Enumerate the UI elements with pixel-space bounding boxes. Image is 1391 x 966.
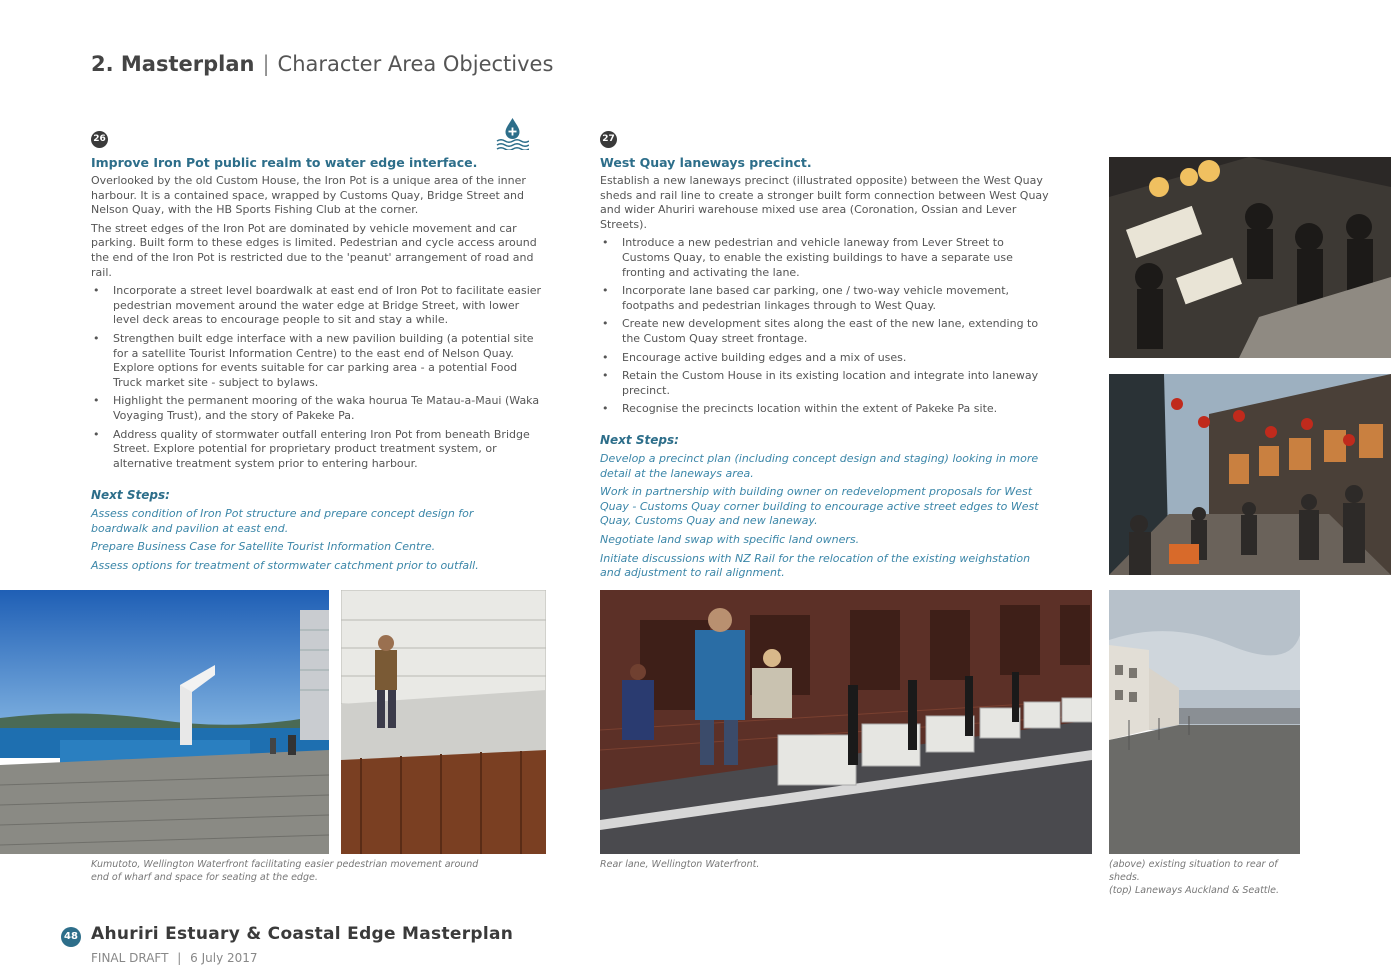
right-next-steps-title: Next Steps:	[600, 433, 679, 447]
caption-side-laneways: (top) Laneways Auckland & Seattle.	[1109, 885, 1280, 896]
left-bullet-list	[91, 284, 546, 471]
right-body	[600, 174, 1055, 421]
page-heading	[91, 52, 553, 76]
right-next-steps	[600, 452, 1050, 585]
heading-section: 2. Masterplan	[91, 52, 255, 76]
left-next-step: Prepare Business Case for Satellite Tourist Information Centre.	[91, 540, 436, 554]
left-paragraph: Overlooked by the old Custom House, the Iron Pot is a unique area of the inner harbour. It is a contained space, wrapped by Customs Quay, Bridge Street and Nelson Quay, with the HB Sports Fishing Club at the corner.	[91, 174, 526, 217]
document-title: Ahuriri Estuary & Coastal Edge Masterplan	[91, 924, 514, 944]
right-next-step: Negotiate land swap with specific land owners.	[600, 532, 860, 546]
left-next-step: Assess condition of Iron Pot structure and prepare concept design for boardwalk and pavilion at east end.	[91, 507, 474, 535]
left-paragraph: The street edges of the Iron Pot are dominated by vehicle movement and car parking. Built form to these edges is limited. Pedestrian and cycle access around the end of the Iron Pot is restricted due to the 'peanut' arrangement of road and rail.	[91, 221, 537, 279]
left-next-steps-title: Next Steps:	[91, 488, 170, 502]
photo-laneway-auckland	[1109, 157, 1391, 358]
objective-number-badge: 27	[600, 131, 617, 148]
page-number-badge: 48	[61, 927, 81, 947]
left-body	[91, 174, 546, 475]
left-bullet: • Incorporate a street level boardwalk at east end of Iron Pot to facilitate easier pedestrian movement around the water edge at Bridge Street, with lower level deck areas to encourage people to sit and stay a while.	[91, 284, 546, 328]
caption-side-existing: (above) existing situation to rear of sheds.	[1109, 859, 1278, 883]
right-section-title: West Quay laneways precinct.	[600, 155, 812, 170]
draft-date: 6 July 2017	[190, 951, 258, 965]
photo-existing-situation	[1109, 590, 1300, 854]
left-bullet: • Strengthen built edge interface with a new pavilion building (a potential site for a satellite Tourist Information Centre) to the east end of Nelson Quay. Explore options for events suitable for car parking area - a potential Food Truck market site - subject to bylaws.	[91, 332, 546, 390]
right-bullet: • Create new development sites along the east of the new lane, extending to the Custom Quay street frontage.	[600, 317, 1055, 346]
right-next-step: Develop a precinct plan (including concept design and staging) looking in more detail at the laneways area.	[600, 452, 1039, 480]
photo-waterfront-steps	[341, 590, 546, 854]
right-bullet: • Introduce a new pedestrian and vehicle laneway from Lever Street to Customs Quay, to enable the existing buildings to have a separate use fronting and activating the lane.	[600, 236, 1055, 280]
right-bullet: • Retain the Custom House in its existing location and integrate into laneway precinct.	[600, 369, 1055, 398]
left-bullet: • Address quality of stormwater outfall entering Iron Pot from beneath Bridge Street. Explore potential for proprietary product treatment system, or alternative treatment system prior to entering harbour.	[91, 428, 546, 472]
caption-kumutoto: Kumutoto, Wellington Waterfront facilitating easier pedestrian movement around end of wharf and space for seating at the edge.	[91, 859, 479, 883]
document-status	[91, 951, 258, 965]
left-bullet: • Highlight the permanent mooring of the waka hourua Te Matau-a-Maui (Waka Voyaging Trust), and the story of Pakeke Pa.	[91, 394, 546, 423]
left-next-step: Assess options for treatment of stormwater catchment prior to outfall.	[91, 558, 479, 572]
photo-kumutoto-waterfront	[0, 590, 329, 854]
right-bullet-list	[600, 236, 1055, 417]
right-paragraph: Establish a new laneways precinct (illustrated opposite) between the West Quay sheds and rail line to create a stronger built form connection between West Quay and wider Ahuriri warehouse mixed use area (Coronation, Ossian and Lever Streets).	[600, 174, 1049, 231]
right-bullet: • Incorporate lane based car parking, one / two-way vehicle movement, footpaths and pedestrian linkages through to West Quay.	[600, 284, 1055, 313]
right-bullet: • Encourage active building edges and a mix of uses.	[600, 351, 1055, 366]
footer-separator: |	[177, 951, 182, 965]
heading-separator: |	[262, 52, 270, 76]
draft-label: FINAL DRAFT	[91, 951, 169, 965]
right-next-step: Work in partnership with building owner on redevelopment proposals for West Quay - Customs Quay corner building to encourage active street edges to West Quay, Customs Quay and new laneway.	[600, 485, 1039, 528]
right-next-step: Initiate discussions with NZ Rail for the relocation of the existing weighstation and adjustment to rail alignment.	[600, 551, 1031, 580]
left-section-title: Improve Iron Pot public realm to water edge interface.	[91, 155, 478, 170]
objective-number-badge: 26	[91, 131, 108, 148]
photo-rear-lane	[600, 590, 1092, 854]
caption-rear-lane: Rear lane, Wellington Waterfront.	[600, 859, 760, 870]
left-next-steps	[91, 507, 531, 577]
photo-laneway-seattle	[1109, 374, 1391, 575]
water-drop-waves-icon	[496, 116, 529, 150]
heading-subtitle: Character Area Objectives	[277, 52, 554, 76]
caption-side	[1109, 858, 1309, 897]
right-bullet: • Recognise the precincts location within the extent of Pakeke Pa site.	[600, 402, 1055, 417]
